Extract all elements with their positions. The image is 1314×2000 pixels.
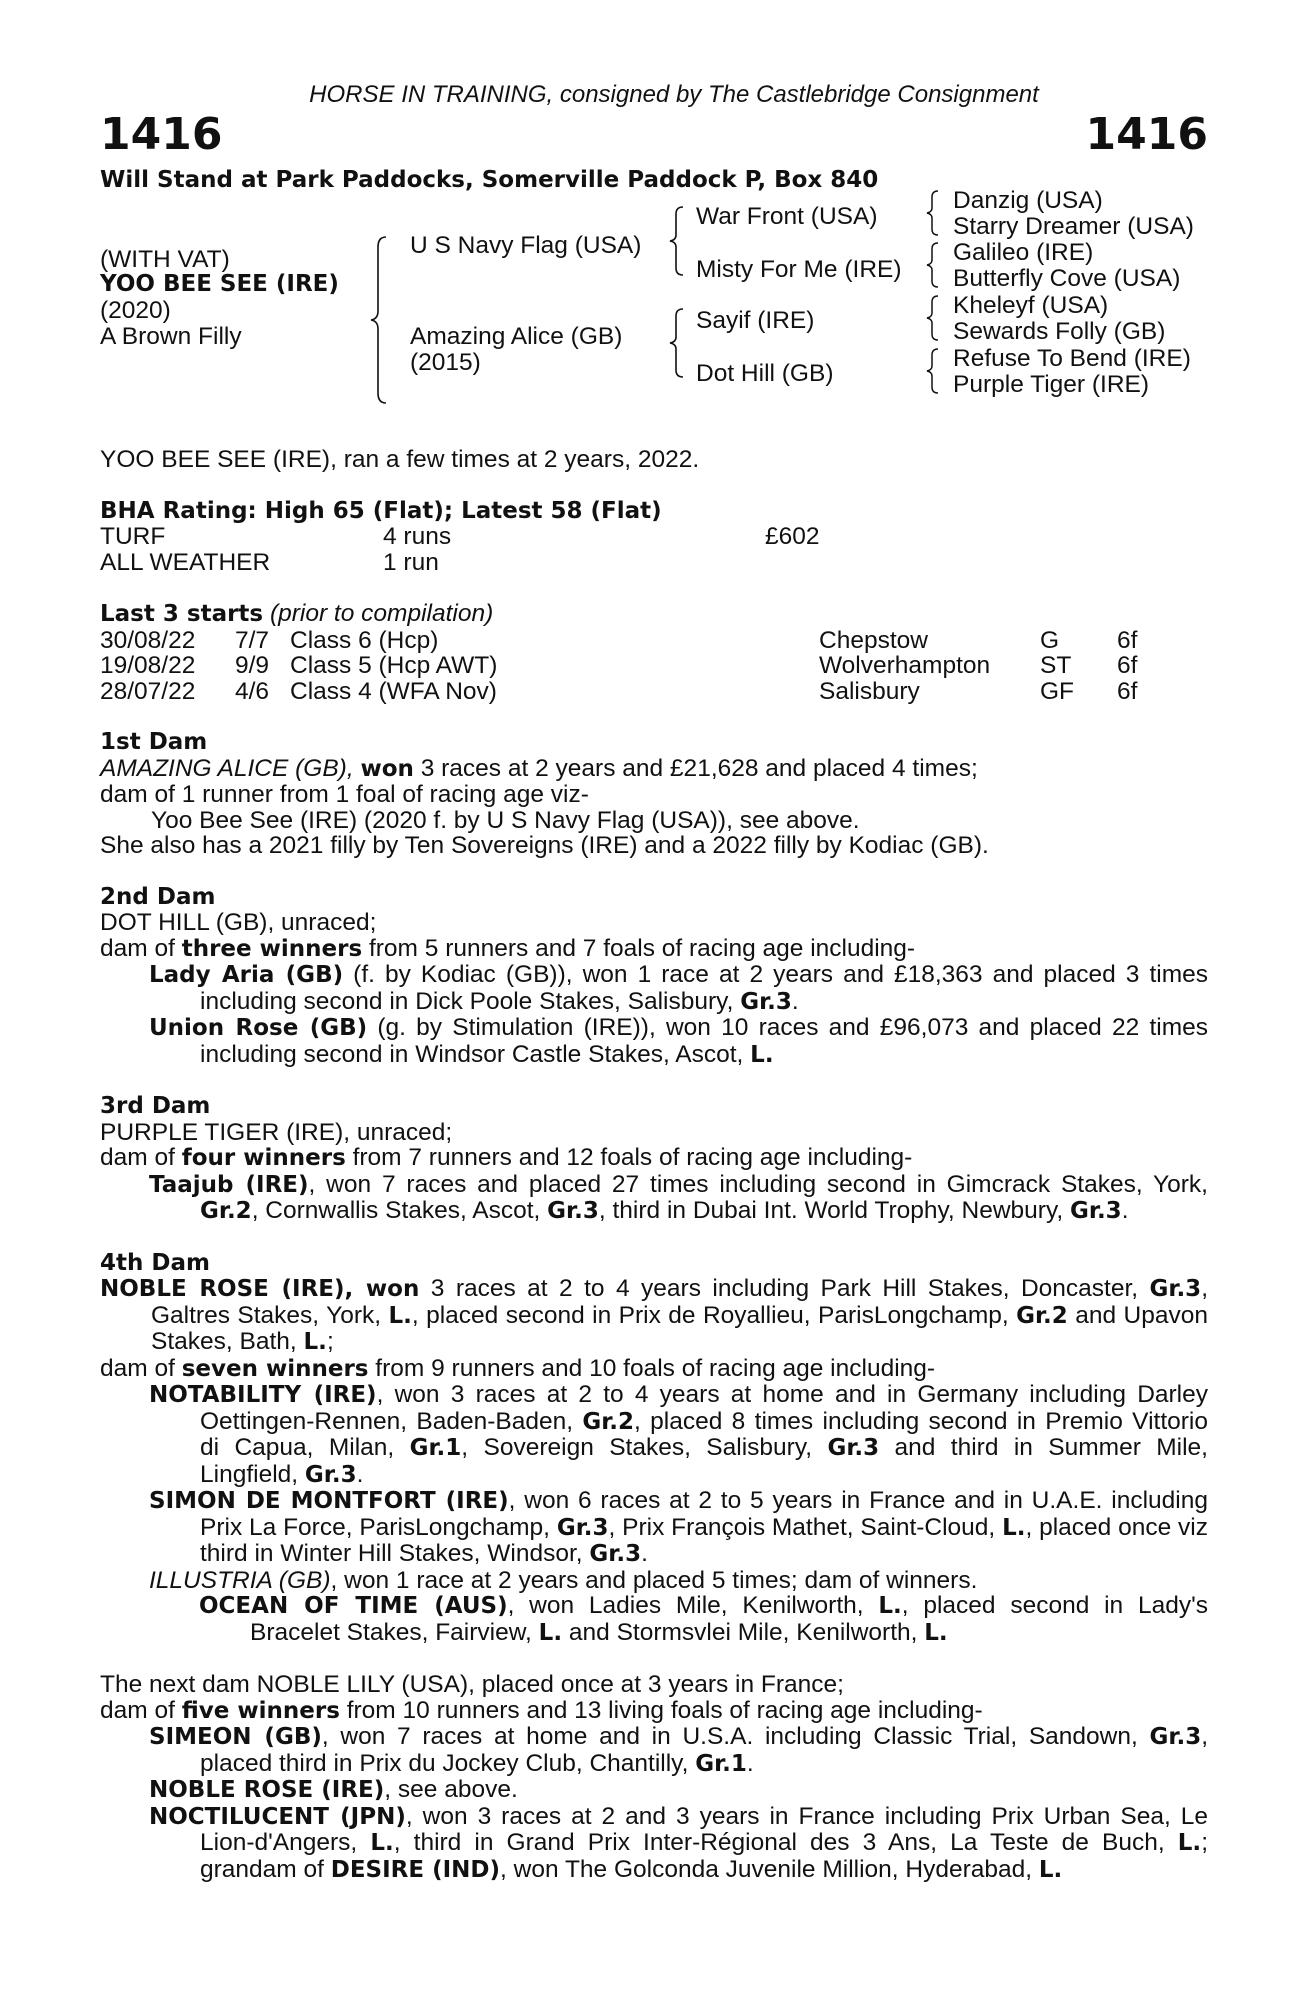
third-dam-section <box>100 1094 1208 1225</box>
ped-g3: Galileo (IRE) <box>953 239 1094 266</box>
text: , third in Dubai Int. World Trophy, Newbury, <box>598 1197 1070 1224</box>
text: from 10 runners and 13 living foals of racing age including- <box>339 1696 983 1724</box>
text: . <box>746 1749 754 1777</box>
dam-line: The next dam NOBLE LILY (USA), placed once at 3 years in France; <box>100 1671 844 1698</box>
won-label: won <box>360 755 414 782</box>
ped-g4: Butterfly Cove (USA) <box>953 265 1181 292</box>
ped-g2: Starry Dreamer (USA) <box>953 213 1194 240</box>
fourth-dam-record <box>100 1276 1208 1356</box>
text: , won Ladies Mile, Kenilworth, <box>507 1592 879 1619</box>
text: from 7 runners and 12 foals of racing age including- <box>345 1144 913 1171</box>
last-starts-section <box>100 601 1208 704</box>
start-distance: 6f <box>1117 626 1138 654</box>
text: dam of <box>100 1354 182 1382</box>
grade: Gr.3 <box>1149 1724 1202 1750</box>
horse-name: NOBLE ROSE (IRE) <box>149 1777 385 1803</box>
produce-note: She also has a 2021 filly by Ten Sovereigns (IRE) and a 2022 filly by Kodiac (GB). <box>100 832 989 859</box>
horse-name: SIMON DE MONTFORT (IRE) <box>149 1488 509 1514</box>
grade: Gr.1 <box>409 1435 462 1461</box>
text: (g. by Stimulation (IRE)), won 10 races and £96,073 and placed 22 times including second in Windsor Castle Stakes, Ascot, <box>200 1014 1208 1068</box>
start-position: 9/9 <box>235 652 270 679</box>
text: , Cornwallis Stakes, Ascot, <box>251 1197 548 1224</box>
text: , placed once viz third in Winter Hill Stakes, Windsor, <box>200 1513 1208 1567</box>
start-course: Chepstow <box>819 626 928 654</box>
second-dam-section <box>100 885 1208 1069</box>
ped-g8: Purple Tiger (IRE) <box>953 371 1150 398</box>
horse-year: (2020) <box>100 297 171 324</box>
g-brace-2 <box>924 241 942 289</box>
text: , won 7 races and placed 27 times including second in Gimcrack Stakes, York, <box>308 1170 1208 1198</box>
text: , placed 8 times including second in Premio Vittorio di Capua, Milan, <box>200 1407 1208 1461</box>
text: dam of <box>100 1144 182 1171</box>
grade: L. <box>303 1329 327 1355</box>
dam-record-text: 3 races at 2 years and £21,628 and placed 4 times; <box>413 754 978 782</box>
dam-sire: Sayif (IRE) <box>696 307 815 334</box>
last-starts-heading: Last 3 starts <box>100 601 264 627</box>
sire-brace <box>667 205 687 277</box>
sire-name: U S Navy Flag (USA) <box>410 232 642 259</box>
horse-name: Union Rose (GB) <box>149 1015 368 1041</box>
text: , won 7 races at home and in U.S.A. including Classic Trial, Sandown, <box>321 1723 1150 1750</box>
horse-name: SIMEON (GB) <box>149 1724 322 1750</box>
last-starts-table <box>100 628 1137 705</box>
winners-count: four winners <box>181 1145 346 1171</box>
grade: L. <box>388 1302 412 1329</box>
text: , won 3 races at 2 and 3 years in France including Prix Urban Sea, Le Lion-d'Angers, <box>200 1802 1208 1856</box>
text: dam of <box>100 934 182 962</box>
winners-count: seven winners <box>181 1355 369 1382</box>
section-heading: 1st Dam <box>100 729 208 755</box>
horse-name: YOO BEE SEE (IRE) <box>100 271 339 297</box>
rating-runs: 4 runs <box>383 523 452 550</box>
ped-g6: Sewards Folly (GB) <box>953 318 1166 345</box>
text: , placed third in Prix du Jockey Club, Chantilly, <box>200 1723 1209 1777</box>
start-distance: 6f <box>1117 652 1138 679</box>
start-course: Wolverhampton <box>819 652 991 679</box>
text: , Sovereign Stakes, Salisbury, <box>461 1434 828 1461</box>
text: dam of <box>100 1696 182 1724</box>
start-class: Class 6 (Hcp) <box>290 626 439 654</box>
text: . <box>1121 1197 1129 1224</box>
produce-entry <box>100 1804 1208 1884</box>
dam-name: Amazing Alice (GB) <box>410 323 623 350</box>
sire-dam: Misty For Me (IRE) <box>696 256 902 283</box>
text: from 9 runners and 10 foals of racing age including- <box>368 1354 936 1382</box>
produce-summary: dam of 1 runner from 1 foal of racing age viz- <box>100 781 589 808</box>
first-dam-record <box>100 756 1208 783</box>
text: 3 races at 2 to 4 years including Park Hill Stakes, Doncaster, <box>419 1275 1150 1302</box>
grade: Gr.3 <box>827 1435 880 1461</box>
text: ; grandam of <box>200 1829 1208 1883</box>
produce-entry: Yoo Bee See (IRE) (2020 f. by U S Navy Flag (USA)), see above. <box>151 806 860 834</box>
horse-name: ILLUSTRIA (GB) <box>149 1566 331 1594</box>
text: and Upavon Stakes, Bath, <box>151 1301 1208 1355</box>
text: , won 3 races at 2 to 4 years at home and in Germany including Darley Oettingen-Rennen, Baden-Baden, <box>200 1381 1208 1435</box>
horse-name: Taajub (IRE) <box>149 1171 309 1198</box>
start-date: 28/07/22 <box>100 677 196 705</box>
produce-entry <box>100 962 1208 1015</box>
text: . <box>791 987 799 1015</box>
horse-name: DESIRE (IND) <box>330 1856 501 1883</box>
text: , placed second in Lady's Bracelet Stakes, Fairview, <box>250 1592 1209 1646</box>
produce-entry <box>100 1777 1208 1804</box>
grade: L. <box>750 1041 774 1068</box>
winners-count: five winners <box>181 1697 340 1724</box>
stand-location: Will Stand at Park Paddocks, Somerville Paddock P, Box 840 <box>100 166 879 193</box>
grade: Gr.3 <box>740 988 792 1015</box>
grade: Gr.2 <box>200 1198 252 1224</box>
start-class: Class 4 (WFA Nov) <box>290 677 497 705</box>
text: (f. by Kodiac (GB)), won 1 race at 2 years and £18,363 and placed 3 times including second in Dick Poole Stakes, Salisbury, <box>200 961 1208 1015</box>
text: . <box>356 1460 364 1488</box>
dam-line: PURPLE TIGER (IRE), unraced; <box>100 1118 453 1146</box>
start-class: Class 5 (Hcp AWT) <box>290 652 498 679</box>
g-brace-4 <box>924 347 942 395</box>
horse-name: OCEAN OF TIME (AUS) <box>199 1593 508 1619</box>
grade: L. <box>1038 1856 1063 1883</box>
catalogue-page <box>100 82 1208 1883</box>
dam-brace <box>667 307 687 379</box>
start-position: 4/6 <box>235 677 270 705</box>
text: ; <box>326 1328 334 1355</box>
last-starts-heading-line <box>100 601 1208 628</box>
consignment-subtitle: HORSE IN TRAINING, consigned by The Castlebridge Consignment <box>309 81 1039 108</box>
rating-prize <box>765 550 820 576</box>
g-brace-3 <box>924 294 942 342</box>
rating-surface: ALL WEATHER <box>100 548 271 576</box>
rating-table <box>100 524 820 575</box>
next-dam-section <box>100 1672 1208 1883</box>
first-dam-section <box>100 730 1208 859</box>
rating-prize: £602 <box>765 523 820 550</box>
produce-entry <box>100 1488 1208 1568</box>
start-position: 7/7 <box>235 626 270 654</box>
lot-number-left: 1416 <box>100 108 223 160</box>
produce-entry <box>100 1015 1208 1068</box>
horse-description: A Brown Filly <box>100 323 242 350</box>
produce-entry <box>100 1568 1208 1594</box>
g-brace-1 <box>924 189 942 237</box>
winners-count: three winners <box>181 935 363 962</box>
dam-year: (2015) <box>410 349 481 376</box>
dam-name: NOBLE ROSE (IRE), won <box>100 1276 420 1302</box>
text: , third in Grand Prix Inter-Régional des 3 Ans, La Teste de Buch, <box>393 1829 1178 1856</box>
grade: Gr.2 <box>1016 1302 1068 1329</box>
lot-number-row <box>100 108 1208 160</box>
grade: Gr.2 <box>582 1408 635 1435</box>
produce-summary <box>100 1356 1208 1383</box>
horse-name: NOTABILITY (IRE) <box>149 1382 377 1408</box>
grade: L. <box>1002 1514 1026 1541</box>
text: and Stormsvlei Mile, Kenilworth, <box>562 1618 925 1646</box>
grandproduce-entry <box>100 1593 1208 1646</box>
dam-name: AMAZING ALICE (GB), <box>100 754 354 782</box>
start-row <box>100 628 1137 654</box>
rating-row <box>100 550 820 576</box>
ped-g5: Kheleyf (USA) <box>953 292 1109 319</box>
start-date: 30/08/22 <box>100 626 196 654</box>
text: , won The Golconda Juvenile Million, Hyderabad, <box>500 1855 1039 1883</box>
text: , won 1 race at 2 years and placed 5 times; dam of winners. <box>330 1566 978 1594</box>
rating-row <box>100 524 820 550</box>
rating-surface: TURF <box>100 523 166 550</box>
start-course: Salisbury <box>819 677 920 705</box>
grade: Gr.3 <box>547 1198 599 1224</box>
dam-line: DOT HILL (GB), unraced; <box>100 909 377 936</box>
horse-name: NOCTILUCENT (JPN) <box>149 1803 406 1830</box>
produce-summary <box>100 1698 1208 1725</box>
produce-entry <box>100 1724 1208 1777</box>
horse-name: Lady Aria (GB) <box>149 962 344 988</box>
rating-runs: 1 run <box>383 548 439 576</box>
text: , Prix François Mathet, Saint-Cloud, <box>608 1513 1003 1541</box>
text: , placed second in Prix de Royallieu, ParisLongchamp, <box>411 1301 1017 1329</box>
grade: Gr.3 <box>1149 1276 1202 1302</box>
grade: L. <box>370 1830 394 1856</box>
produce-entry <box>100 1382 1208 1488</box>
start-going: ST <box>1040 652 1072 679</box>
last-starts-note: (prior to compilation) <box>269 600 494 627</box>
sire-sire: War Front (USA) <box>696 203 878 230</box>
pedigree-chart <box>100 187 1208 411</box>
sire-dam-brace <box>368 235 390 405</box>
rating-section <box>100 499 1208 576</box>
text: from 5 runners and 7 foals of racing age including- <box>362 934 916 962</box>
racing-summary: YOO BEE SEE (IRE), ran a few times at 2 years, 2022. <box>100 446 700 473</box>
section-heading: 4th Dam <box>100 1249 210 1276</box>
section-heading: 3rd Dam <box>100 1093 211 1119</box>
start-date: 19/08/22 <box>100 652 196 679</box>
produce-entry <box>100 1172 1208 1225</box>
start-row <box>100 679 1137 705</box>
section-heading: 2nd Dam <box>100 883 216 910</box>
text: . <box>641 1540 648 1567</box>
start-going: GF <box>1040 677 1075 705</box>
grade: Gr.1 <box>695 1750 747 1777</box>
ped-g1: Danzig (USA) <box>953 187 1103 214</box>
ped-g7: Refuse To Bend (IRE) <box>953 345 1191 372</box>
grade: L. <box>878 1593 902 1619</box>
rating-heading: BHA Rating: High 65 (Flat); Latest 58 (Flat) <box>100 497 662 524</box>
grade: Gr.3 <box>589 1541 642 1567</box>
lot-number-right: 1416 <box>1085 108 1208 160</box>
vat-note: (WITH VAT) <box>100 246 230 273</box>
text: , see above. <box>384 1776 518 1803</box>
grade: L. <box>538 1619 563 1646</box>
grade: L. <box>1177 1830 1202 1856</box>
grade: Gr.3 <box>304 1461 357 1488</box>
grade: L. <box>924 1619 948 1646</box>
dam-dam: Dot Hill (GB) <box>696 360 834 387</box>
grade: Gr.3 <box>1070 1198 1122 1224</box>
start-distance: 6f <box>1117 677 1138 705</box>
text: , won 6 races at 2 to 5 years in France and in U.A.E. including Prix La Force, ParisLongchamp, <box>200 1487 1208 1541</box>
produce-summary <box>100 936 1208 963</box>
start-going: G <box>1040 626 1060 654</box>
text: and third in Summer Mile, Lingfield, <box>200 1434 1208 1488</box>
grade: Gr.3 <box>556 1514 609 1541</box>
fourth-dam-section <box>100 1251 1208 1647</box>
produce-summary <box>100 1145 1208 1172</box>
text: , Galtres Stakes, York, <box>151 1275 1208 1329</box>
start-row <box>100 653 1137 679</box>
